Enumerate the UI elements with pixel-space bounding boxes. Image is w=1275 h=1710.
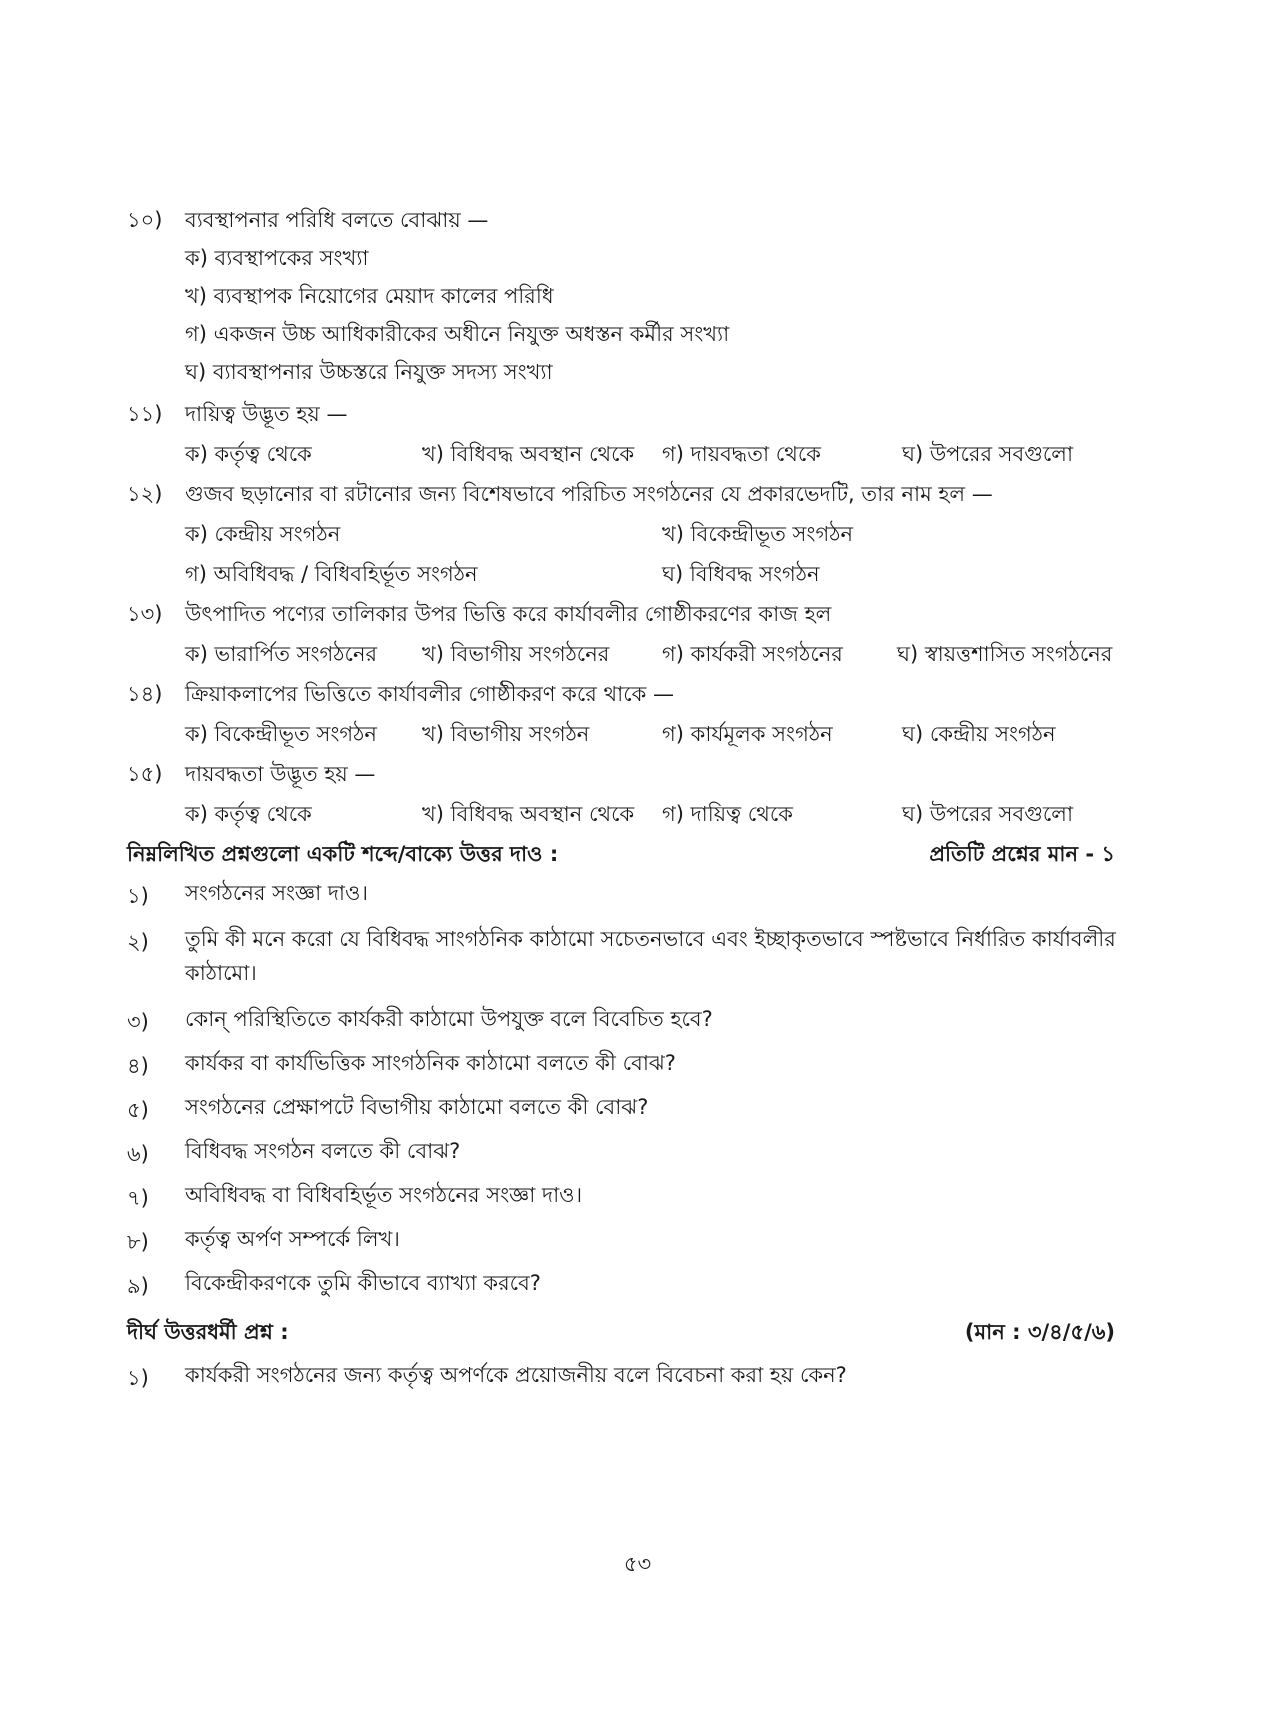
question-number: ১৩) — [127, 602, 163, 626]
option-ga: গ) কার্যমূলক সংগঠন — [662, 722, 833, 746]
question-number: ৬) — [127, 1142, 149, 1166]
question-text: কোন্ পরিস্থিতিতে কার্যকরী কাঠামো উপযুক্ত বলে বিবেচিত হবে? — [185, 1007, 713, 1031]
section-heading-long: দীর্ঘ উত্তরধর্মী প্রশ্ন : — [127, 1320, 289, 1344]
question-number: ১২) — [127, 482, 163, 506]
question-number: ৮) — [127, 1230, 149, 1254]
option-kha: খ) বিভাগীয় সংগঠন — [422, 722, 590, 746]
option-gha: ঘ) স্বায়ত্তশাসিত সংগঠনের — [897, 642, 1113, 666]
option-kha: খ) বিকেন্দ্রীভূত সংগঠন — [662, 522, 853, 546]
question-number: ৩) — [127, 1010, 149, 1034]
question-number: ১৪) — [127, 682, 163, 706]
question-number: ১১) — [127, 402, 163, 426]
question-number: ৯) — [127, 1274, 149, 1298]
page-number: ৫৩ — [623, 1552, 652, 1576]
question-text: দায়বদ্ধতা উদ্ভূত হয় — — [185, 762, 376, 786]
option-ga: গ) অবিধিবদ্ধ / বিধিবহির্ভূত সংগঠন — [185, 562, 478, 586]
option-kha: খ) ব্যবস্থাপক নিয়োগের মেয়াদ কালের পরিধি — [185, 284, 554, 308]
question-text: কার্যকরী সংগঠনের জন্য কর্তৃত্ব অপর্ণকে প্রয়োজনীয় বলে বিবেচনা করা হয় কেন? — [185, 1363, 847, 1387]
question-text: অবিধিবদ্ধ বা বিধিবহির্ভূত সংগঠনের সংজ্ঞা দাও। — [185, 1183, 583, 1207]
question-text: দায়িত্ব উদ্ভূত হয় — — [185, 402, 348, 426]
option-ka: ক) ভারার্পিত সংগঠনের — [185, 642, 378, 666]
question-text: কার্যকর বা কার্যভিত্তিক সাংগঠনিক কাঠামো বলতে কী বোঝ? — [185, 1051, 676, 1075]
question-text: উৎপাদিত পণ্যের তালিকার উপর ভিত্তি করে কার্যাবলীর গোষ্ঠীকরণের কাজ হল — [185, 602, 832, 626]
option-ga: গ) একজন উচ্চ আধিকারীকের অধীনে নিযুক্ত অধস্তন কর্মীর সংখ্যা — [185, 322, 730, 346]
question-text: সংগঠনের প্রেক্ষাপটে বিভাগীয় কাঠামো বলতে কী বোঝ? — [185, 1095, 649, 1119]
option-kha: খ) বিভাগীয় সংগঠনের — [422, 642, 610, 666]
option-ka: ক) কর্তৃত্ব থেকে — [185, 442, 312, 466]
option-gha: ঘ) কেন্দ্রীয় সংগঠন — [902, 722, 1056, 746]
question-number: ৭) — [127, 1186, 149, 1210]
option-kha: খ) বিধিবদ্ধ অবস্থান থেকে — [422, 442, 635, 466]
option-gha: ঘ) বিধিবদ্ধ সংগঠন — [662, 562, 820, 586]
option-gha: ঘ) উপরের সবগুলো — [902, 442, 1074, 466]
option-gha: ঘ) ব্যাবস্থাপনার উচ্চস্তরে নিযুক্ত সদস্য সংখ্যা — [185, 360, 553, 384]
question-number: ১) — [127, 1366, 149, 1390]
question-text: ব্যবস্থাপনার পরিধি বলতে বোঝায় — — [185, 208, 489, 232]
question-text: গুজব ছড়ানোর বা রটানোর জন্য বিশেষভাবে পরিচিত সংগঠনের যে প্রকারভেদটি, তার নাম হল — — [185, 482, 993, 506]
option-ga: গ) দায়িত্ব থেকে — [662, 802, 793, 826]
question-text: ক্রিয়াকলাপের ভিত্তিতে কার্যাবলীর গোষ্ঠীকরণ করে থাকে — — [185, 682, 674, 706]
option-kha: খ) বিধিবদ্ধ অবস্থান থেকে — [422, 802, 635, 826]
option-ka: ক) বিকেন্দ্রীভূত সংগঠন — [185, 722, 377, 746]
option-ga: গ) কার্যকরী সংগঠনের — [662, 642, 843, 666]
question-text: কর্তৃত্ব অর্পণ সম্পর্কে লিখ। — [185, 1227, 400, 1251]
question-number: ২) — [127, 930, 149, 954]
option-gha: ঘ) উপরের সবগুলো — [902, 802, 1074, 826]
question-number: ৫) — [127, 1098, 149, 1122]
question-text: বিধিবদ্ধ সংগঠন বলতে কী বোঝ? — [185, 1139, 461, 1163]
question-number: ১০) — [127, 208, 163, 232]
option-ga: গ) দায়বদ্ধতা থেকে — [662, 442, 821, 466]
question-text: তুমি কী মনে করো যে বিধিবদ্ধ সাংগঠনিক কাঠামো সচেতনভাবে এবং ইচ্ছাকৃতভাবে স্পষ্টভাবে নির্ধারিত কার্যাবলীর কাঠামো। — [185, 927, 1116, 985]
question-text: সংগঠনের সংজ্ঞা দাও। — [185, 881, 368, 905]
section-marks-short: প্রতিটি প্রশ্নের মান - ১ — [929, 842, 1115, 866]
option-ka: ক) কেন্দ্রীয় সংগঠন — [185, 522, 341, 546]
section-marks-long: (মান : ৩/৪/৫/৬) — [964, 1320, 1115, 1344]
question-text: বিকেন্দ্রীকরণকে তুমি কীভাবে ব্যাখ্যা করবে? — [185, 1271, 541, 1295]
option-ka: ক) কর্তৃত্ব থেকে — [185, 802, 312, 826]
section-heading-short: নিম্নলিখিত প্রশ্নগুলো একটি শব্দে/বাক্যে উত্তর দাও : — [127, 842, 559, 866]
option-ka: ক) ব্যবস্থাপকের সংখ্যা — [185, 246, 369, 270]
question-number: ১৫) — [127, 762, 163, 786]
question-number: ১) — [127, 884, 149, 908]
question-number: ৪) — [127, 1054, 149, 1078]
